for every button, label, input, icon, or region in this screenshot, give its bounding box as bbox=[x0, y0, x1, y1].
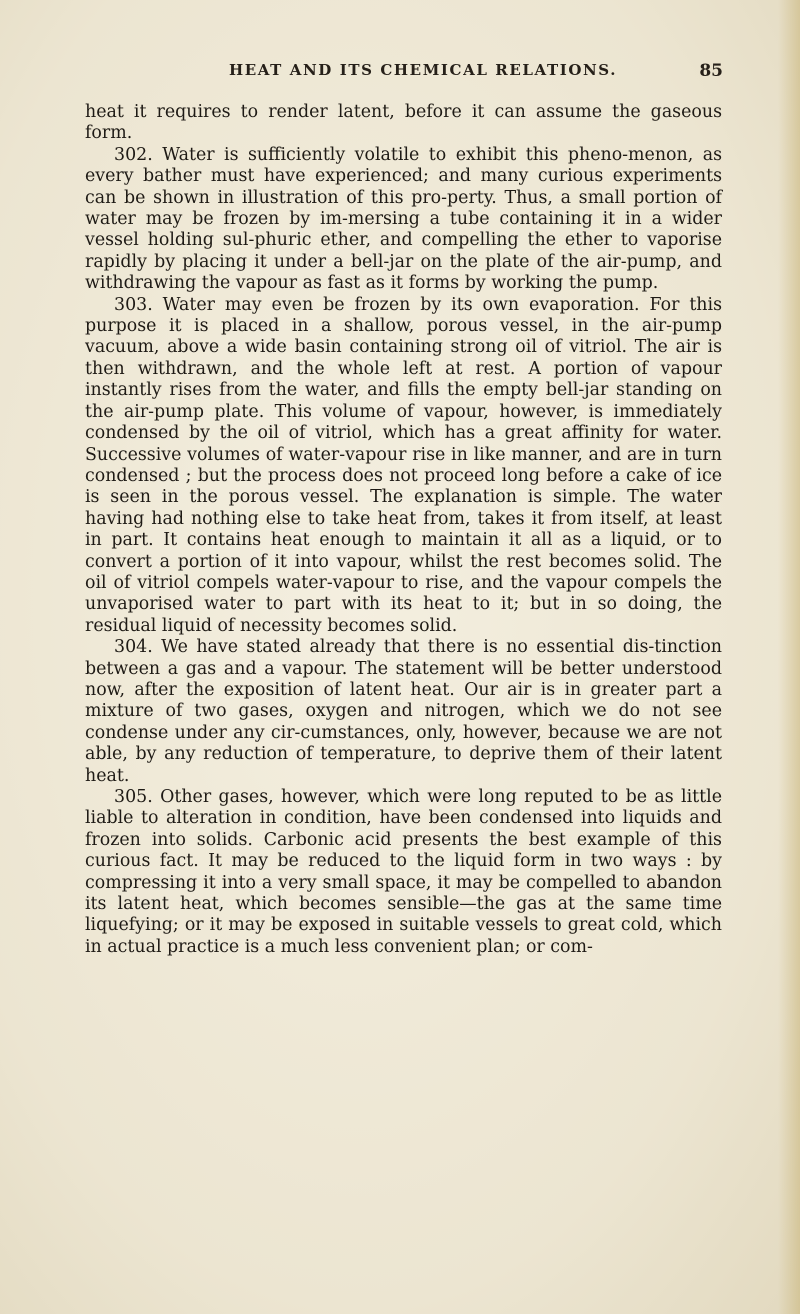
paragraph-number: 302. bbox=[114, 144, 153, 165]
paragraph-303 bbox=[85, 295, 722, 638]
paragraph-number: 303. bbox=[114, 294, 153, 315]
paragraph-text: We have stated already that there is no essential dis-tinction between a gas and a vapour. The statement will be better understood now, after the exposition of latent heat. Our air is in greater part a mixture of two gases, oxygen and nitrogen, which we do not see condense under any cir-cumstances, only, however, because we are not able, by any reduction of temperature, to deprive them of their latent heat. bbox=[85, 637, 722, 786]
paragraph-number: 304. bbox=[114, 637, 153, 658]
paragraph-305 bbox=[85, 787, 722, 958]
paragraph-304 bbox=[85, 637, 722, 787]
paragraph-302 bbox=[85, 145, 722, 295]
running-title: HEAT AND ITS CHEMICAL RELATIONS. bbox=[228, 61, 618, 79]
paragraph-text: Water may even be frozen by its own evaporation. For this purpose it is placed in a shallow, porous vessel, in the air-pump vacuum, above a wide basin containing strong oil of vitriol. The air is then withdrawn, and the whole left at rest. A portion of vapour instantly rises from the water, and fills the empty bell-jar standing on the air-pump plate. This volume of vapour, however, is immediately condensed by the oil of vitriol, which has a great affinity for water. Successive volumes of water-vapour rise in like manner, and are in turn condensed ; but the process does not proceed long before a cake of ice is seen in the porous vessel. The explanation is simple. The water having had nothing else to take heat from, takes it from itself, at least in part. It contains heat enough to maintain it all as a liquid, or to convert a portion of it into vapour, whilst the rest becomes solid. The oil of vitriol compels water-vapour to rise, and the vapour compels the unvaporised water to part with its heat to it; but in so doing, the residual liquid of necessity becomes solid. bbox=[85, 294, 722, 636]
paragraph-continuation bbox=[85, 102, 722, 145]
paragraph-text: Water is sufficiently volatile to exhibit this pheno-menon, as every bather must have experienced; and many curious experiments can be shown in illustration of this pro-perty. Thus, a small portion of water may be frozen by im-mersing a tube containing it in a wider vessel holding sul-phuric ether, and compelling the ether to vaporise rapidly by placing it under a bell-jar on the plate of the air-pump, and withdrawing the vapour as fast as it forms by working the pump. bbox=[85, 144, 722, 294]
page-number: 85 bbox=[699, 61, 723, 81]
paragraph-number: 305. bbox=[114, 787, 153, 807]
page-edge-shading bbox=[778, 0, 800, 1314]
paragraph-text: heat it requires to render latent, before it can assume the gaseous form. bbox=[85, 102, 722, 144]
page-header bbox=[123, 61, 723, 85]
paragraph-text: Other gases, however, which were long reputed to be as little liable to alteration in condition, have been condensed into liquids and frozen into solids. Carbonic acid presents the best example of this curious fact. It may be reduced to the liquid form in two ways : by compressing it into a very small space, it may be compelled to abandon its latent heat, which becomes sensible—the gas at the same time liquefying; or it may be exposed in suitable vessels to great cold, which in actual practice is a much less convenient plan; or com- bbox=[85, 787, 722, 957]
body-text bbox=[85, 102, 722, 958]
